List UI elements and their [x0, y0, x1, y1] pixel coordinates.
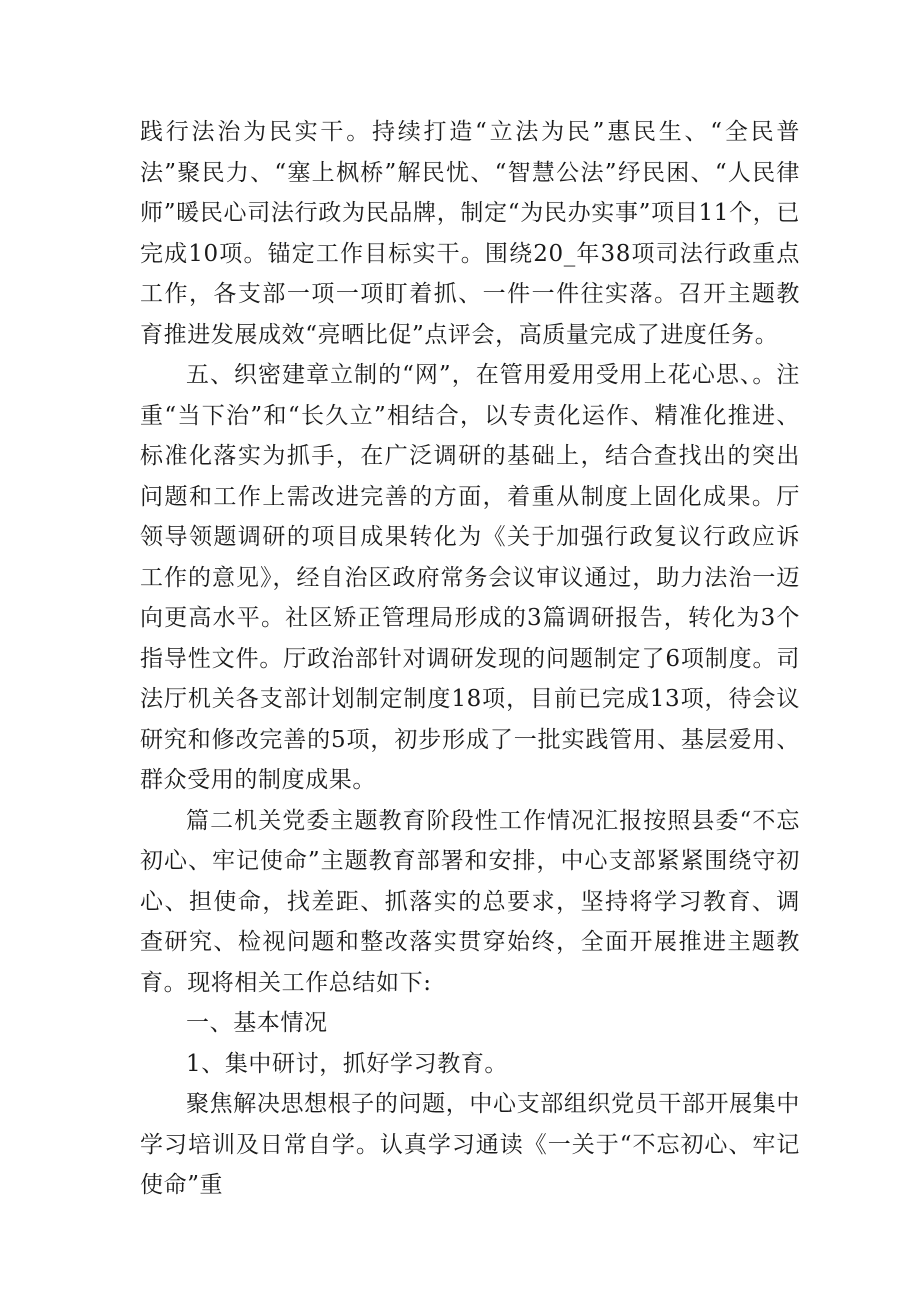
- paragraph-2: 五、织密建章立制的“网”，在管用爱用受用上花心思、。注重“当下治”和“长久立”相结合，以专责化运作、精准化推进、标准化落实为抓手，在广泛调研的基础上，结合查找出的突出问题和工作上需改进完善的方面，着重从制度上固化成果。厅领导领题调研的项目成果转化为《关于加强行政复议行政应诉工作的意见》，经自治区政府常务会议审议通过，助力法治一迈向更高水平。社区矫正管理局形成的3篇调研报告，转化为3个指导性文件。厅政治部针对调研发现的问题制定了6项制度。司法厅机关各支部计划制定制度18项，目前已完成13项，待会议研究和修改完善的5项，初步形成了一批实践管用、基层爱用、群众受用的制度成果。: [140, 362, 800, 793]
- paragraph-1: 践行法治为民实干。持续打造“立法为民”惠民生、“全民普法”聚民力、“塞上枫桥”解民忧、“智慧公法”纾民困、“人民律师”暖民心司法行政为民品牌，制定“为民办实事”项目11个，已完成10项。锚定工作目标实干。围绕20_年38项司法行政重点工作，各支部一项一项盯着抓、一件一件往实落。召开主题教育推进发展成效“亮晒比促”点评会，高质量完成了进度任务。: [140, 119, 800, 348]
- subsection-heading-study: 1、集中研讨，抓好学习教育。: [186, 1050, 509, 1077]
- section-heading-basic-situation: 一、基本情况: [186, 1010, 328, 1036]
- paragraph-6: 聚焦解决思想根子的问题，中心支部组织党员干部开展集中学习培训及日常自学。认真学习通读《一关于“不忘初心、牢记使命”重: [140, 1091, 800, 1198]
- paragraph-3: 篇二机关党委主题教育阶段性工作情况汇报按照县委“不忘初心、牢记使命”主题教育部署和安排，中心支部紧紧围绕守初心、担使命，找差距、抓落实的总要求，坚持将学习教育、调查研究、检视问题和整改落实贯穿始终，全面开展推进主题教育。现将相关工作总结如下:: [140, 807, 800, 996]
- document-body: [140, 112, 800, 1206]
